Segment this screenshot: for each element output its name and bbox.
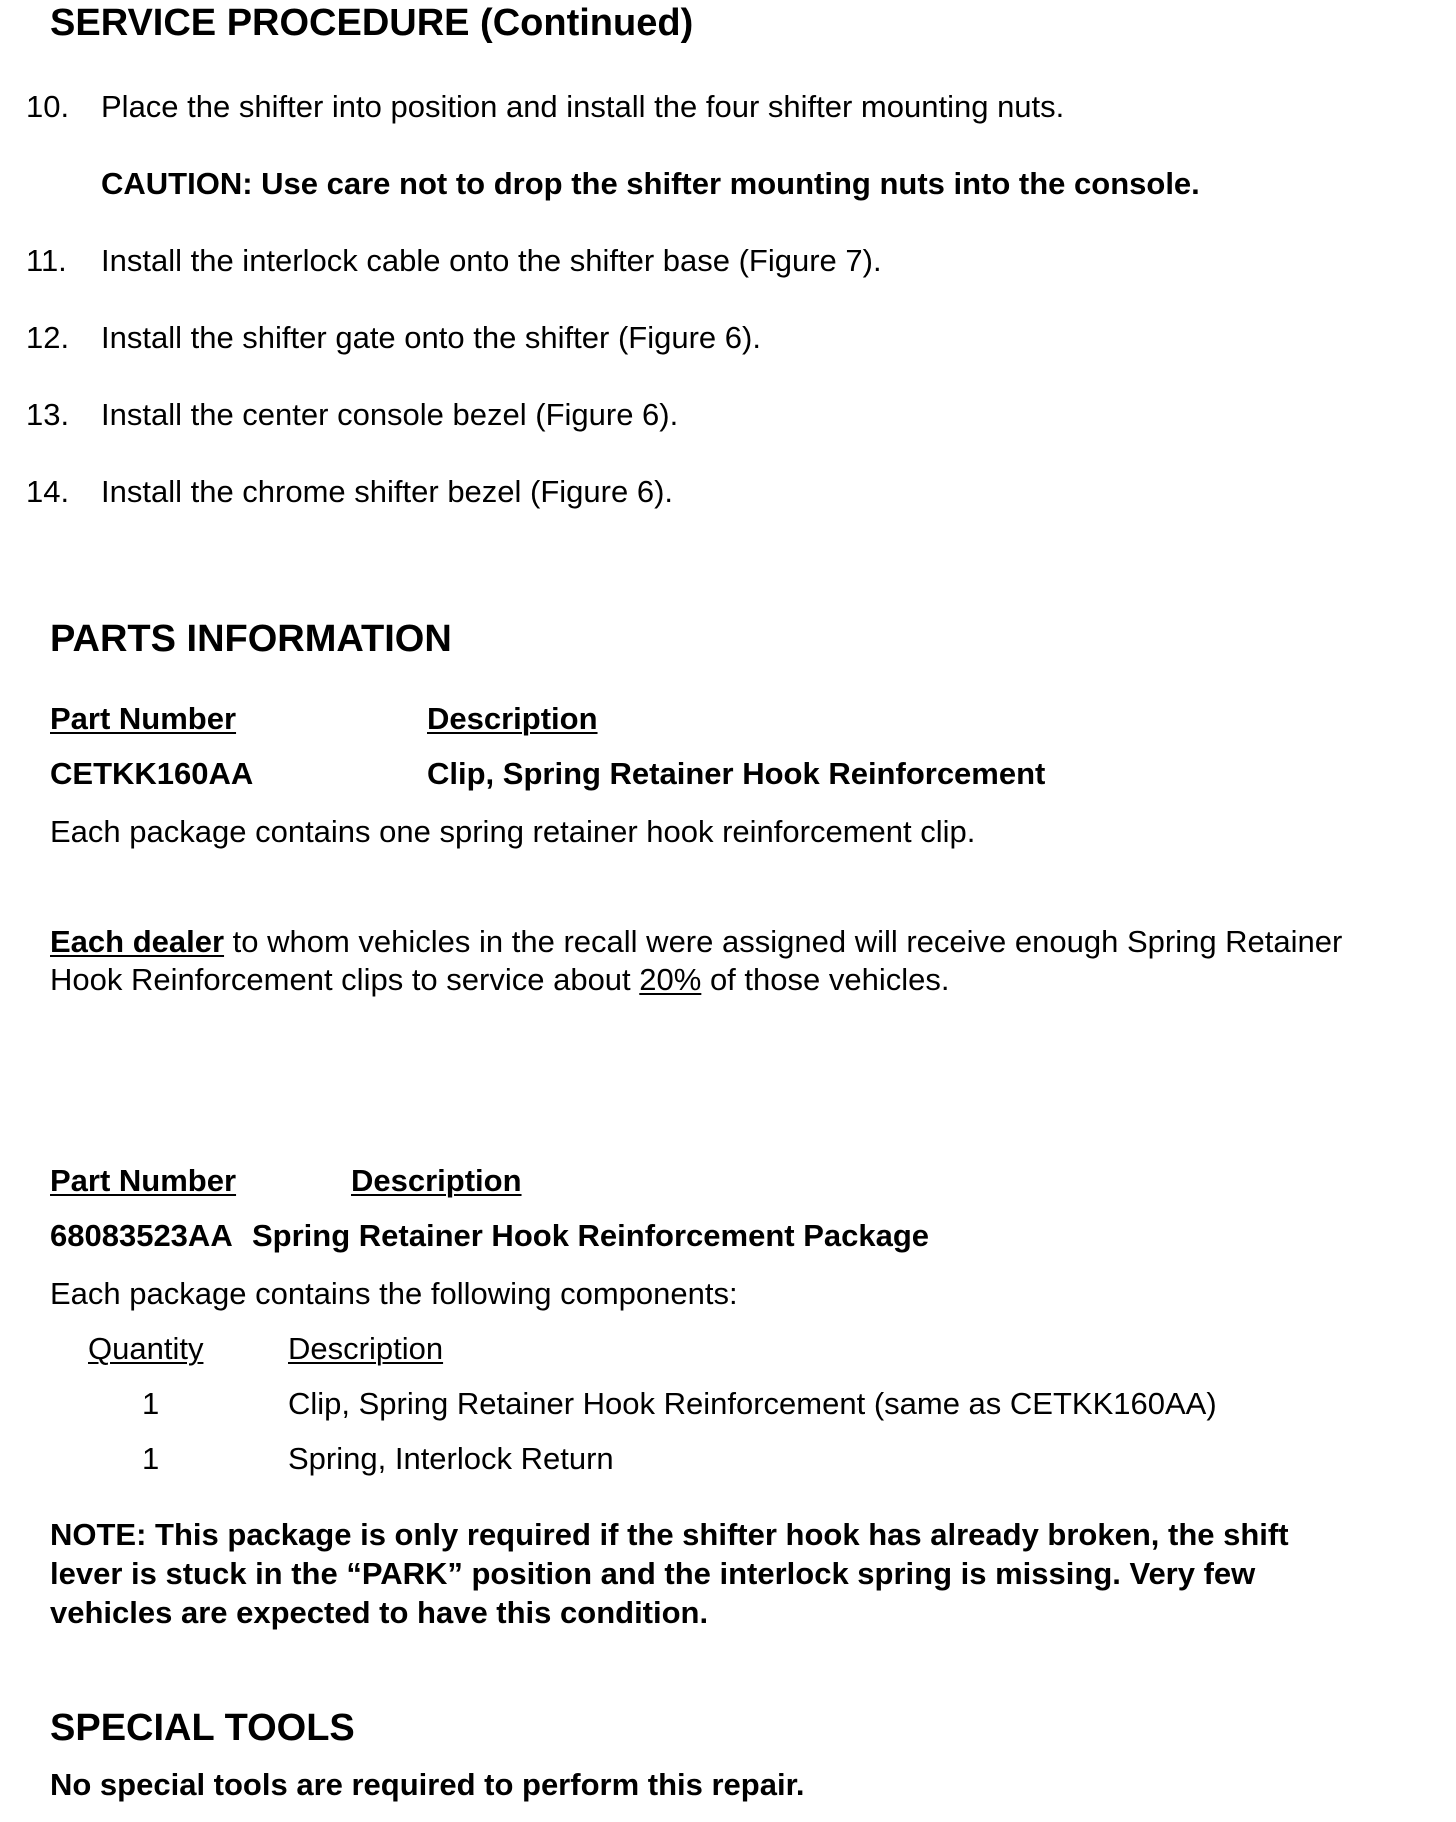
package-part-number: 68083523AA <box>50 1218 233 1253</box>
package-description: Spring Retainer Hook Reinforcement Package <box>252 1218 930 1253</box>
component-description: Spring, Interlock Return <box>288 1441 614 1476</box>
dealer-note-line-2 <box>50 962 949 998</box>
step-number: 10. <box>26 89 70 124</box>
step-text: Place the shifter into position and install the four shifter mounting nuts. <box>101 89 1065 124</box>
service-procedure-heading: SERVICE PROCEDURE (Continued) <box>50 2 694 44</box>
dealer-note-text: of those vehicles. <box>701 962 950 997</box>
components-description-header: Description <box>288 1331 444 1366</box>
step-text: Install the interlock cable onto the shifter base (Figure 7). <box>101 243 882 278</box>
step-number: 13. <box>26 397 70 432</box>
part-number-header: Part Number <box>50 701 237 736</box>
step-text: Install the chrome shifter bezel (Figure 6). <box>101 474 674 509</box>
part-description: Clip, Spring Retainer Hook Reinforcement <box>427 756 1046 791</box>
dealer-note-text: to whom vehicles in the recall were assigned will receive enough Spring Retainer <box>224 924 1343 959</box>
part-number: CETKK160AA <box>50 756 254 791</box>
step-number: 14. <box>26 474 70 509</box>
parts-information-heading: PARTS INFORMATION <box>50 618 452 660</box>
step-text: Install the shifter gate onto the shifter (Figure 6). <box>101 320 761 355</box>
part-number-header: Part Number <box>50 1163 237 1198</box>
special-tools-text: No special tools are required to perform this repair. <box>50 1767 805 1802</box>
package-components-note: Each package contains the following components: <box>50 1276 738 1311</box>
note-line: lever is stuck in the “PARK” position and the interlock spring is missing. Very few <box>50 1556 1256 1591</box>
step-number: 11. <box>26 243 67 278</box>
description-header: Description <box>427 701 598 736</box>
dealer-note-line-1 <box>50 924 1342 960</box>
dealer-note-text: Hook Reinforcement clips to service about <box>50 962 640 997</box>
special-tools-heading: SPECIAL TOOLS <box>50 1707 355 1749</box>
package-contents-note: Each package contains one spring retainer hook reinforcement clip. <box>50 814 976 849</box>
each-dealer-emphasis: Each dealer <box>50 924 225 959</box>
quantity-header: Quantity <box>88 1331 204 1366</box>
note-line: NOTE: This package is only required if the shifter hook has already broken, the shift <box>50 1517 1289 1552</box>
percent-value: 20% <box>639 962 702 997</box>
component-description: Clip, Spring Retainer Hook Reinforcement (same as CETKK160AA) <box>288 1386 1217 1421</box>
component-quantity: 1 <box>142 1441 160 1476</box>
step-number: 12. <box>26 320 70 355</box>
caution-text: CAUTION: Use care not to drop the shifter mounting nuts into the console. <box>101 166 1200 201</box>
step-text: Install the center console bezel (Figure 6). <box>101 397 679 432</box>
description-header: Description <box>351 1163 522 1198</box>
note-line: vehicles are expected to have this condition. <box>50 1595 709 1630</box>
component-quantity: 1 <box>142 1386 160 1421</box>
